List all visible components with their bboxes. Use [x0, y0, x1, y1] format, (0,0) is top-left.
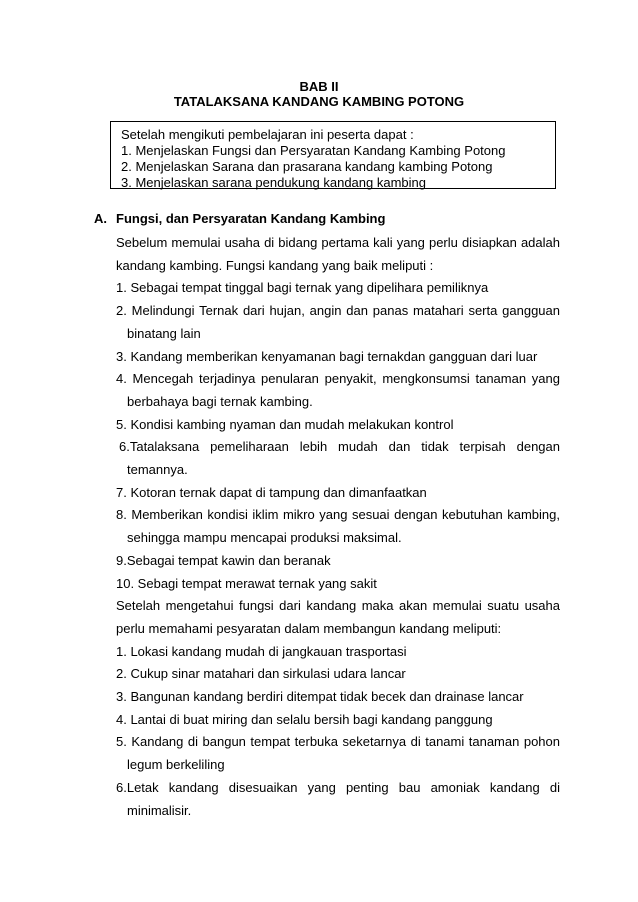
objective-item: 3. Menjelaskan sarana pendukung kandang kambing — [121, 175, 426, 190]
list-item-continuation: minimalisir. — [127, 802, 192, 818]
list-item-continuation: temannya. — [127, 462, 188, 478]
section-heading — [94, 211, 385, 226]
list-item: 5. Kondisi kambing nyaman dan mudah melakukan kontrol — [116, 416, 454, 432]
body-text — [116, 232, 560, 822]
list-item: 8. Memberikan kondisi iklim mikro yang sesuai dengan kebutuhan kambing, — [116, 507, 560, 523]
list-item: 6.Letak kandang disesuaikan yang penting bau amoniak kandang di — [116, 779, 560, 795]
list-item: 9.Sebagai tempat kawin dan beranak — [116, 552, 331, 568]
list-item-continuation: sehingga mampu mencapai produksi maksimal. — [127, 530, 402, 546]
objective-item: 1. Menjelaskan Fungsi dan Persyaratan Kandang Kambing Potong — [121, 143, 506, 158]
chapter-label: BAB II — [299, 79, 339, 94]
paragraph-line: Setelah mengetahui fungsi dari kandang maka akan memulai suatu usaha — [116, 598, 560, 614]
paragraph-line: perlu memahami pesyaratan dalam membangun kandang meliputi: — [116, 620, 502, 636]
paragraph-line: Sebelum memulai usaha di bidang pertama kali yang perlu disiapkan adalah — [116, 235, 560, 250]
section-title: Fungsi, dan Persyaratan Kandang Kambing — [116, 211, 386, 226]
list-item: 2. Cukup sinar matahari dan sirkulasi udara lancar — [116, 666, 406, 682]
list-item: 4. Mencegah terjadinya penularan penyakit, mengkonsumsi tanaman yang — [116, 371, 560, 387]
list-item-continuation: berbahaya bagi ternak kambing. — [127, 393, 313, 409]
chapter-title: TATALAKSANA KANDANG KAMBING POTONG — [173, 94, 465, 109]
paragraph-line: kandang kambing. Fungsi kandang yang baik meliputi : — [116, 257, 434, 273]
list-item: 5. Kandang di bangun tempat terbuka seketarnya di tanami tanaman pohon — [116, 734, 560, 750]
list-item: 2. Melindungi Ternak dari hujan, angin dan panas matahari serta gangguan — [116, 303, 560, 319]
section-number: A. — [94, 211, 107, 226]
list-item: 1. Sebagai tempat tinggal bagi ternak yang dipelihara pemiliknya — [116, 280, 489, 296]
objectives-intro: Setelah mengikuti pembelajaran ini peserta dapat : — [121, 127, 414, 142]
list-item: 3. Kandang memberikan kenyamanan bagi ternakdan gangguan dari luar — [116, 348, 538, 364]
list-item: 3. Bangunan kandang berdiri ditempat tidak becek dan drainase lancar — [116, 689, 524, 705]
list-item: 10. Sebagi tempat merawat ternak yang sakit — [116, 575, 377, 591]
list-item: 6.Tatalaksana pemeliharaan lebih mudah dan tidak terpisah dengan — [119, 439, 560, 455]
list-item-continuation: binatang lain — [127, 325, 201, 341]
objectives-box — [110, 121, 556, 189]
list-item: 1. Lokasi kandang mudah di jangkauan trasportasi — [116, 643, 407, 659]
list-item: 7. Kotoran ternak dapat di tampung dan dimanfaatkan — [116, 484, 427, 500]
objective-item: 2. Menjelaskan Sarana dan prasarana kandang kambing Potong — [121, 159, 493, 174]
list-item-continuation: legum berkeliling — [127, 757, 225, 773]
list-item: 4. Lantai di buat miring dan selalu bersih bagi kandang panggung — [116, 711, 493, 727]
